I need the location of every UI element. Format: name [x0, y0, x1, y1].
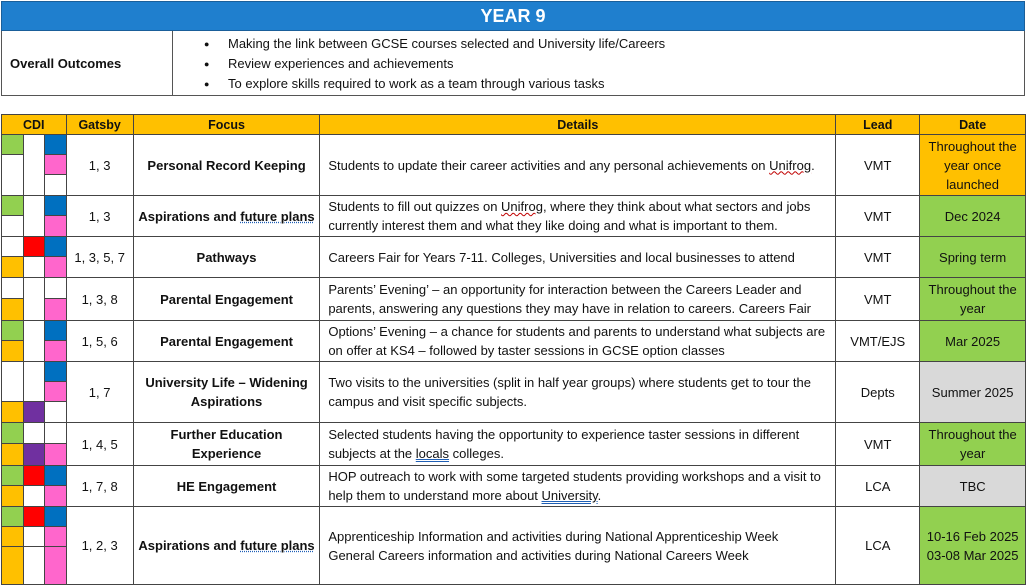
empty-swatch — [2, 278, 23, 299]
cdi-indicator — [45, 423, 67, 466]
gatsby-cell: 1, 7, 8 — [66, 466, 133, 507]
orange-swatch — [2, 444, 23, 465]
empty-swatch — [45, 423, 66, 444]
focus-cell — [133, 423, 320, 466]
date-cell — [920, 278, 1026, 321]
empty-swatch — [45, 175, 66, 195]
date-cell — [920, 237, 1026, 278]
green-swatch — [2, 423, 23, 444]
pink-swatch — [45, 341, 66, 361]
details-cell — [320, 135, 836, 196]
orange-swatch — [2, 257, 23, 277]
cdi-indicator — [23, 423, 45, 466]
focus-text: Parental Engagement — [160, 291, 293, 307]
outcome-item: ● Making the link between GCSE courses selected and University life/Careers — [228, 34, 665, 54]
green-swatch — [2, 196, 23, 216]
empty-swatch — [24, 527, 45, 547]
focus-cell — [133, 466, 320, 507]
table-row — [2, 362, 1026, 423]
details-text: . — [811, 157, 815, 173]
details-text: , where they think about what sectors and jobs currently interest them and what they like doing and what is important to them. — [328, 199, 811, 233]
details-text: colleges. — [449, 446, 504, 461]
pink-swatch — [45, 444, 66, 465]
details-cell — [320, 196, 836, 237]
outcome-item: ● Review experiences and achievements — [228, 54, 665, 74]
focus-cell — [133, 321, 320, 362]
date-cell — [920, 196, 1026, 237]
cdi-indicator — [45, 321, 67, 362]
orange-swatch — [2, 299, 23, 320]
lead-cell: VMT — [836, 423, 920, 466]
table-row — [2, 237, 1026, 278]
pink-swatch — [45, 155, 66, 175]
empty-swatch — [24, 321, 45, 361]
date-text: Mar 2025 — [945, 333, 1001, 349]
pink-swatch — [45, 216, 66, 236]
purple-swatch — [24, 444, 45, 465]
focus-text: Parental Engagement — [160, 333, 293, 349]
header-details: Details — [320, 115, 836, 135]
details-cell — [320, 237, 836, 278]
date-text: Spring term — [939, 249, 1007, 265]
table-row — [2, 135, 1026, 196]
focus-text: HE Engagement — [176, 478, 277, 494]
gatsby-cell: 1, 3 — [66, 135, 133, 196]
details-cell — [320, 466, 836, 507]
cdi-indicator — [2, 196, 24, 237]
empty-swatch — [24, 486, 45, 506]
details-text: Apprenticeship Information and activities during National Apprenticeship Week — [328, 528, 779, 544]
header-gatsby: Gatsby — [66, 115, 133, 135]
blue-swatch — [45, 466, 66, 486]
gatsby-cell: 1, 4, 5 — [66, 423, 133, 466]
details-cell — [320, 507, 836, 585]
gatsby-cell: 1, 3 — [66, 196, 133, 237]
gatsby-cell: 1, 2, 3 — [66, 507, 133, 585]
outcomes-list — [173, 31, 665, 95]
focus-text: Personal Record Keeping — [147, 157, 306, 173]
empty-swatch — [24, 423, 45, 444]
focus-text: University Life – Widening Aspirations — [145, 375, 308, 409]
details-text: Selected students having the opportunity to experience taster sessions in different subjects at the — [328, 427, 800, 461]
cdi-indicator — [2, 507, 24, 585]
details-text: HOP outreach to work with some targeted students providing workshops and a visit to help them to understand more about — [328, 469, 821, 503]
date-text: Throughout the year once launched — [928, 138, 1017, 192]
cdi-indicator — [2, 237, 24, 278]
empty-swatch — [24, 257, 45, 277]
cdi-indicator — [45, 466, 67, 507]
focus-cell — [133, 278, 320, 321]
empty-swatch — [2, 216, 23, 236]
lead-cell: VMT — [836, 196, 920, 237]
pink-swatch — [45, 547, 66, 584]
focus-cell — [133, 362, 320, 423]
orange-swatch — [2, 527, 23, 547]
blue-swatch — [45, 362, 66, 382]
orange-swatch — [2, 547, 23, 584]
details-cell — [320, 423, 836, 466]
focus-text: Further Education Experience — [170, 427, 283, 461]
details-marked-word: Unifrog — [769, 157, 812, 173]
table-row — [2, 507, 1026, 585]
green-swatch — [2, 507, 23, 527]
header-lead: Lead — [836, 115, 920, 135]
date-cell — [920, 507, 1026, 585]
cdi-indicator — [2, 362, 24, 423]
overall-outcomes — [1, 31, 1025, 96]
cdi-indicator — [2, 135, 24, 196]
cdi-indicator — [45, 135, 67, 196]
date-text: 10-16 Feb 2025 — [926, 528, 1019, 544]
red-swatch — [24, 466, 45, 486]
red-swatch — [24, 237, 45, 257]
empty-swatch — [24, 135, 45, 195]
outcome-item: ● To explore skills required to work as a team through various tasks — [228, 74, 665, 94]
cdi-indicator — [23, 321, 45, 362]
cdi-indicator — [45, 196, 67, 237]
date-cell — [920, 423, 1026, 466]
cdi-indicator — [45, 507, 67, 585]
date-cell — [920, 466, 1026, 507]
gatsby-cell: 1, 3, 5, 7 — [66, 237, 133, 278]
table-row — [2, 423, 1026, 466]
details-marked-word: locals — [415, 446, 450, 461]
cdi-indicator — [23, 237, 45, 278]
cdi-indicator — [45, 237, 67, 278]
purple-swatch — [24, 402, 45, 422]
empty-swatch — [45, 402, 66, 422]
details-text: . — [597, 488, 602, 503]
careers-table — [1, 114, 1026, 585]
empty-swatch — [24, 278, 45, 319]
details-text: Two visits to the universities (split in half year groups) where students get to tour the campus and visit specific subjects. — [328, 375, 812, 409]
empty-swatch — [2, 237, 23, 257]
focus-text-underlined: future plans — [240, 538, 315, 553]
green-swatch — [2, 135, 23, 155]
empty-swatch — [2, 362, 23, 402]
cdi-indicator — [2, 278, 24, 321]
details-text: Parents’ Evening’ – an opportunity for interaction between the Careers Leader and parents, answering any questions they may have in relation to careers. Careers Fair — [328, 282, 812, 316]
lead-cell: VMT — [836, 135, 920, 196]
empty-swatch — [24, 547, 45, 584]
table-row — [2, 278, 1026, 321]
gatsby-cell: 1, 5, 6 — [66, 321, 133, 362]
date-cell — [920, 135, 1026, 196]
date-text: Summer 2025 — [931, 384, 1014, 400]
lead-cell: LCA — [836, 466, 920, 507]
table-row — [2, 196, 1026, 237]
overall-outcomes-label: Overall Outcomes — [2, 31, 173, 95]
details-text: Options’ Evening – a chance for students and parents to understand what subjects are on offer at KS4 – followed by taster sessions in GCSE option classes — [328, 324, 826, 358]
focus-cell — [133, 135, 320, 196]
cdi-indicator — [23, 466, 45, 507]
focus-text-underlined: future plans — [240, 208, 315, 224]
cdi-indicator — [23, 362, 45, 423]
date-text: Dec 2024 — [944, 208, 1001, 224]
lead-cell: VMT/EJS — [836, 321, 920, 362]
cdi-indicator — [45, 278, 67, 321]
lead-cell: Depts — [836, 362, 920, 423]
blue-swatch — [45, 237, 66, 257]
green-swatch — [2, 466, 23, 486]
header-date: Date — [920, 115, 1026, 135]
table-row — [2, 466, 1026, 507]
date-cell — [920, 321, 1026, 362]
date-text: 03-08 Mar 2025 — [926, 547, 1019, 563]
date-cell — [920, 362, 1026, 423]
gatsby-cell: 1, 7 — [66, 362, 133, 423]
details-cell — [320, 278, 836, 321]
focus-cell — [133, 237, 320, 278]
cdi-indicator — [2, 321, 24, 362]
empty-swatch — [45, 278, 66, 299]
details-text: Careers Fair for Years 7-11. Colleges, Universities and local businesses to attend — [328, 249, 795, 265]
blue-swatch — [45, 507, 66, 527]
details-marked-word: Unifrog — [501, 199, 543, 214]
blue-swatch — [45, 135, 66, 155]
date-text: TBC — [959, 478, 986, 494]
cdi-indicator — [23, 135, 45, 196]
pink-swatch — [45, 486, 66, 506]
focus-text: Aspirations and — [138, 208, 241, 224]
details-cell — [320, 321, 836, 362]
pink-swatch — [45, 299, 66, 320]
empty-swatch — [24, 362, 45, 402]
date-text: Throughout the year — [928, 427, 1017, 461]
cdi-indicator — [23, 196, 45, 237]
header-cdi: CDI — [2, 115, 67, 135]
red-swatch — [24, 507, 45, 527]
header-focus: Focus — [133, 115, 320, 135]
orange-swatch — [2, 341, 23, 361]
pink-swatch — [45, 382, 66, 402]
lead-cell: LCA — [836, 507, 920, 585]
orange-swatch — [2, 402, 23, 422]
cdi-indicator — [2, 423, 24, 466]
focus-text: Aspirations and — [138, 538, 241, 553]
lead-cell: VMT — [836, 278, 920, 321]
focus-cell — [133, 196, 320, 237]
details-text: Students to update their career activities and any personal achievements on — [328, 157, 770, 173]
details-text: Students to fill out quizzes on — [328, 199, 502, 214]
pink-swatch — [45, 527, 66, 547]
page-title: YEAR 9 — [1, 1, 1025, 31]
orange-swatch — [2, 486, 23, 506]
details-cell — [320, 362, 836, 423]
lead-cell: VMT — [836, 237, 920, 278]
green-swatch — [2, 321, 23, 341]
cdi-indicator — [23, 507, 45, 585]
blue-swatch — [45, 321, 66, 341]
empty-swatch — [24, 196, 45, 236]
focus-text: Pathways — [196, 249, 257, 265]
blue-swatch — [45, 196, 66, 216]
cdi-indicator — [23, 278, 45, 321]
cdi-indicator — [2, 466, 24, 507]
details-text: General Careers information and activities during National Careers Week — [328, 547, 749, 563]
gatsby-cell: 1, 3, 8 — [66, 278, 133, 321]
focus-cell — [133, 507, 320, 585]
pink-swatch — [45, 257, 66, 277]
cdi-indicator — [45, 362, 67, 423]
details-marked-word: University — [541, 488, 598, 503]
date-text: Throughout the year — [928, 282, 1017, 316]
table-row — [2, 321, 1026, 362]
empty-swatch — [2, 155, 23, 195]
